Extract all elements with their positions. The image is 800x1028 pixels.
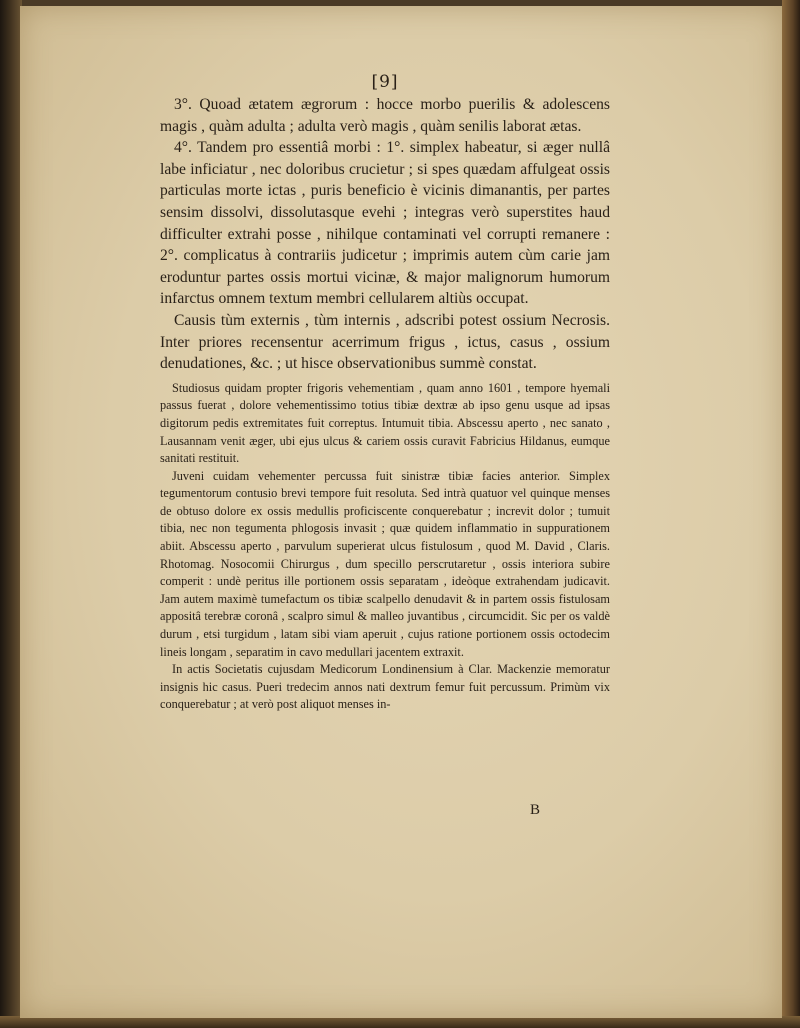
book-spine-edge: [0, 0, 22, 1028]
observation-note: Juveni cuidam vehementer percussa fuit sinistræ tibiæ facies anterior. Simplex tegumentorum contusio brevi tempore fuit resoluta. Sed intrà quatuor vel quinque menses de obtuso dolore ex ossis medullis proficiscente conquerebatur ; increvit dolor ; tumuit tibia, nec non tegumenta phlogosis invasit ; quæ quidem inflammatio in suppurationem abiit. Abscessu aperto , parvulum superierat ulcus fistulosum , quod M. David , Claris. Rhotomag. Nosocomii Chirurgus , dum specillo perscrutaretur , ossis interiora subire comperit : undè peritus ille portionem ossis separatam , ideòque extrahendam judicavit. Jam autem maximè tumefactum os tibiæ scalpello denudavit & in partem ossis fistulosam appositâ terebræ coronâ , scalpro simul & malleo juvantibus , circumcidit. Sic per os valdè durum , etsi turgidum , latam sibi viam aperuit , cujus ratione portionem ossis octodecim lineis longam , separatim in cavo medullari jacentem extraxit.: [160, 468, 610, 659]
paragraph-causes: Causis tùm externis , tùm internis , adscribi potest ossium Necrosis. Inter priores recensentur acerrimum frigus , ictus, casus , ossium denudationes, &c. ; ut hisce observationibus summè constat.: [160, 311, 610, 373]
paragraph-essence: 4°. Tandem pro essentiâ morbi : 1°. simplex habeatur, si æger nullâ labe inficiatur , nec doloribus crucietur ; si spes quædam affulgeat ossis particulas morte ictas , puris beneficio è vicinis dimanantis, per partes sensim dissolvi, dissolutasque evehi ; integras verò superstites haud difficulter extrahi posse , nihilque contaminati vel corrupti remanere : 2°. complicatus à contrariis judicetur ; imprimis autem cùm carie jam eroduntur partes ossis mortui vicinæ, & major malignorum humorum infarctus omnem textum membri cellularem altiùs occupat.: [160, 139, 610, 308]
book-cover-edge: [782, 0, 800, 1028]
page-number: [9]: [371, 72, 399, 92]
paragraph-age: 3°. Quoad ætatem ægrorum : hocce morbo puerilis & adolescens magis , quàm adulta ; adulta verò magis , quàm senilis laborat ætas.: [160, 96, 610, 135]
observation-note: Studiosus quidam propter frigoris vehementiam , quam anno 1601 , tempore hyemali passus fuerat , dolore vehementissimo totius tibiæ dextræ ab ipso genu usque ad ipsas digitorum pedis extremitates fuit correptus. Intumuit tibia. Abscessu aperto , nec sanato , Lausannam venit æger, ubi ejus ulcus & cariem ossis curavit Fabricius Hildanus, eumque sanitati restituit.: [160, 380, 610, 466]
signature-mark: B: [530, 802, 541, 818]
book-page: [20, 6, 782, 1018]
text-block: [160, 72, 610, 714]
observation-note: In actis Societatis cujusdam Medicorum Londinensium à Clar. Mackenzie memoratur insignis hic casus. Pueri tredecim annos nati dextrum femur fuit percussum. Primùm vix conquerebatur ; at verò post aliquot menses in-: [160, 662, 610, 712]
